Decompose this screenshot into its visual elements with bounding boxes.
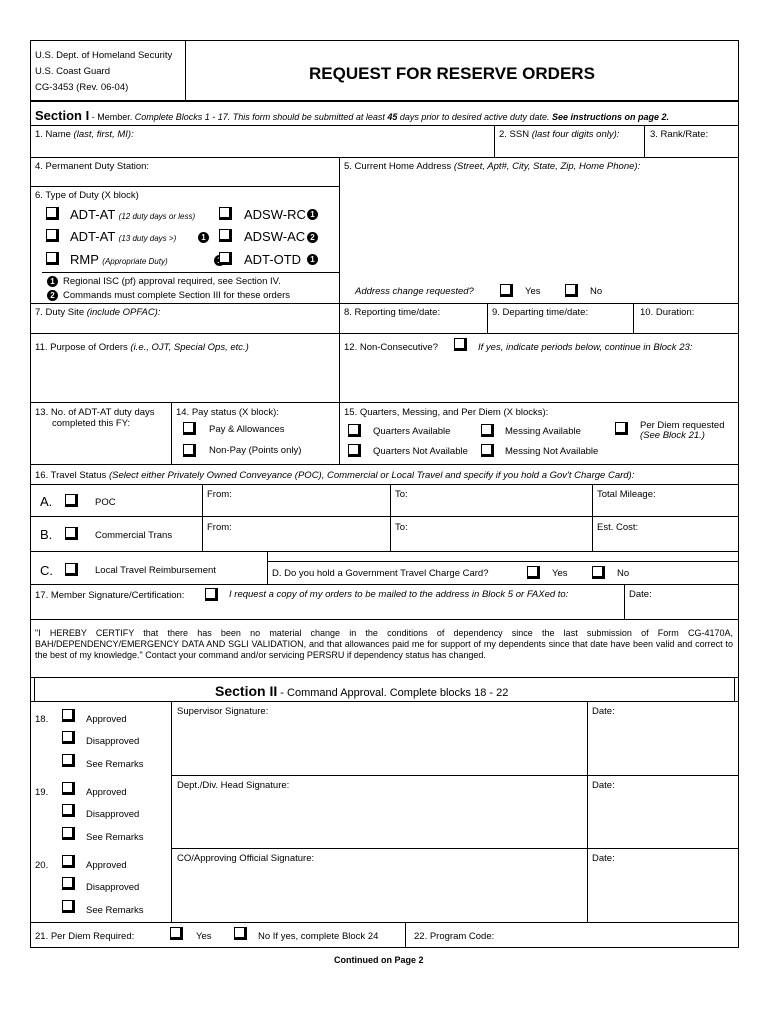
commercial-checkbox[interactable] [65,527,78,540]
form-title: REQUEST FOR RESERVE ORDERS [309,64,595,83]
form-bottom-border [30,947,739,948]
block-18-remarks-label: See Remarks [86,759,144,770]
certification-statement: "I HEREBY CERTIFY that there has been no material change in the conditions of dependency since the last submission of Form CG-4170A, BAH/DEPENDENCY/EMERGENCY DATA AND SGLI VALIDATION, and that allowances paid me for support of my dependents since that date have been valid and correct to the best of my knowledge." Contact your command and/or servicing PERSRU if dependency status has changed. [35,628,733,660]
block-21-label: 21. Per Diem Required: [35,931,135,942]
note-2-text: Commands must complete Section III for these orders [63,290,291,301]
block-13-label: 13. No. of ADT-AT duty days [35,407,155,418]
poc-label: POC [95,497,116,508]
block-19-approved-checkbox[interactable] [62,782,75,795]
section2-header: Section II - Command Approval. Complete blocks 18 - 22 [215,683,509,699]
block-20-number: 20. [35,860,49,871]
note-1-marker-icon: 1 [198,232,209,243]
block-22-label: 22. Program Code: [414,931,495,942]
per-diem-yes-checkbox[interactable] [170,927,183,940]
mail-orders-checkbox[interactable] [205,588,218,601]
block-9-label: 9. Departing time/date: [492,307,589,318]
form-top-border [30,40,739,41]
charge-card-no-label: No [617,568,630,579]
commercial-from-label: From: [207,522,232,533]
block-16-label: 16. Travel Status (Select either Privately Owned Conveyance (POC), Commercial or Local Travel and specify if you hold a Gov't Charge Card): [35,470,635,481]
block-18-number: 18. [35,714,49,725]
section1-header: Section I - Member. Complete Blocks 1 - 17. This form should be submitted at least 45 days prior to desired active duty date. See instructions on page 2. [35,108,670,123]
non-consecutive-checkbox[interactable] [454,338,467,351]
messing-available-checkbox[interactable] [481,424,494,437]
poc-to-label: To: [395,489,408,500]
travel-b-letter: B. [40,527,53,542]
block-4-label: 4. Permanent Duty Station: [35,161,150,172]
note-2-marker-icon: 2 [47,290,58,301]
block-19-disapproved-label: Disapproved [86,809,140,820]
messing-available-label: Messing Available [505,426,581,437]
adt-otd-label: ADT-OTD [244,252,302,267]
note-1-marker-icon: 1 [47,276,58,287]
block-13-label-cont: completed this FY: [52,418,131,429]
adt-otd-checkbox[interactable] [219,252,232,265]
per-diem-no-checkbox[interactable] [234,927,247,940]
poc-checkbox[interactable] [65,494,78,507]
co-signature-label: CO/Approving Official Signature: [177,853,315,864]
block-18-disapproved-label: Disapproved [86,736,140,747]
block-20-date-label: Date: [592,853,615,864]
adt-at-long-checkbox[interactable] [46,229,59,242]
travel-a-letter: A. [40,494,53,509]
commercial-label: Commercial Trans [95,530,173,541]
address-change-yes-checkbox[interactable] [500,284,513,297]
quarters-available-checkbox[interactable] [348,424,361,437]
dept-head-signature-label: Dept./Div. Head Signature: [177,780,290,791]
block-18-remarks-checkbox[interactable] [62,754,75,767]
form-number: CG-3453 (Rev. 06-04) [35,82,129,93]
total-mileage-label: Total Mileage: [597,489,656,500]
per-diem-no-label: No If yes, complete Block 24 [258,931,379,942]
quarters-not-available-label: Quarters Not Available [373,446,468,457]
adt-at-short-checkbox[interactable] [46,207,59,220]
charge-card-yes-checkbox[interactable] [527,566,540,579]
per-diem-checkbox[interactable] [615,422,628,435]
block-5-label: 5. Current Home Address (Street, Apt#, City, State, Zip, Home Phone): [344,161,641,172]
non-pay-label: Non-Pay (Points only) [209,445,302,456]
block-20-approved-checkbox[interactable] [62,855,75,868]
pay-allowances-label: Pay & Allowances [209,424,285,435]
agency-sub-name: U.S. Coast Guard [35,66,110,77]
note-1-marker-icon: 1 [307,254,318,265]
per-diem-hint: (See Block 21.) [640,430,705,441]
poc-from-label: From: [207,489,232,500]
quarters-available-label: Quarters Available [373,426,451,437]
block-18-disapproved-checkbox[interactable] [62,731,75,744]
block-6-label: 6. Type of Duty (X block) [35,190,139,201]
adsw-rc-label: ADSW-RC [244,207,306,222]
block-15-label: 15. Quarters, Messing, and Per Diem (X blocks): [344,407,549,418]
form-left-border [30,40,31,948]
block-14-label: 14. Pay status (X block): [176,407,279,418]
form-right-border [738,40,739,948]
block-17-date-label: Date: [629,589,652,600]
page-footer: Continued on Page 2 [334,955,424,965]
block-7-label: 7. Duty Site (include OPFAC): [35,307,161,318]
block-12-hint: If yes, indicate periods below, continue in Block 23: [478,342,693,353]
block-19-date-label: Date: [592,780,615,791]
address-change-label: Address change requested? [355,286,474,297]
block-20-remarks-checkbox[interactable] [62,900,75,913]
block-19-remarks-checkbox[interactable] [62,827,75,840]
est-cost-label: Est. Cost: [597,522,639,533]
block-17-label: 17. Member Signature/Certification: [35,590,185,601]
block-17-hint: I request a copy of my orders to be mailed to the address in Block 5 or FAXed to: [229,589,569,600]
adsw-ac-label: ADSW-AC [244,229,306,244]
supervisor-signature-label: Supervisor Signature: [177,706,269,717]
block-19-number: 19. [35,787,49,798]
block-2-label: 2. SSN (last four digits only): [499,129,620,140]
per-diem-yes-label: Yes [196,931,212,942]
block-12-label: 12. Non-Consecutive? [344,342,438,353]
block-18-approved-label: Approved [86,714,127,725]
block-18-approved-checkbox[interactable] [62,709,75,722]
address-change-no-label: No [590,286,603,297]
agency-name: U.S. Dept. of Homeland Security [35,50,173,61]
block-10-label: 10. Duration: [640,307,695,318]
rmp-label: RMP (Appropriate Duty) [70,252,168,267]
block-1-label: 1. Name (last, first, MI): [35,129,134,140]
address-change-yes-label: Yes [525,286,541,297]
per-diem-label: Per Diem requested [640,420,725,431]
pay-allowances-checkbox[interactable] [183,422,196,435]
adt-at-short-label: ADT-AT (12 duty days or less) [70,207,196,222]
block-20-remarks-label: See Remarks [86,905,144,916]
block-19-remarks-label: See Remarks [86,832,144,843]
travel-c-letter: C. [40,563,53,578]
block-20-disapproved-checkbox[interactable] [62,877,75,890]
block-19-approved-label: Approved [86,787,127,798]
note-2-marker-icon: 2 [307,232,318,243]
block-20-approved-label: Approved [86,860,127,871]
charge-card-question: D. Do you hold a Government Travel Charge Card? [272,568,489,579]
non-pay-checkbox[interactable] [183,444,196,457]
block-19-disapproved-checkbox[interactable] [62,804,75,817]
block-3-label: 3. Rank/Rate: [650,129,709,140]
block-20-disapproved-label: Disapproved [86,882,140,893]
adsw-rc-checkbox[interactable] [219,207,232,220]
adsw-ac-checkbox[interactable] [219,229,232,242]
block-8-label: 8. Reporting time/date: [344,307,441,318]
local-travel-label: Local Travel Reimbursement [95,565,216,576]
block-11-label: 11. Purpose of Orders (i.e., OJT, Special Ops, etc.) [35,342,249,353]
adt-at-long-label: ADT-AT (13 duty days >) [70,229,177,244]
rmp-checkbox[interactable] [46,252,59,265]
messing-not-available-checkbox[interactable] [481,444,494,457]
commercial-to-label: To: [395,522,408,533]
quarters-not-available-checkbox[interactable] [348,444,361,457]
note-1-text: Regional ISC (pf) approval required, see Section IV. [63,276,281,287]
charge-card-no-checkbox[interactable] [592,566,605,579]
address-change-no-checkbox[interactable] [565,284,578,297]
messing-not-available-label: Messing Not Available [505,446,599,457]
local-travel-checkbox[interactable] [65,563,78,576]
note-1-marker-icon: 1 [307,209,318,220]
block-18-date-label: Date: [592,706,615,717]
charge-card-yes-label: Yes [552,568,568,579]
